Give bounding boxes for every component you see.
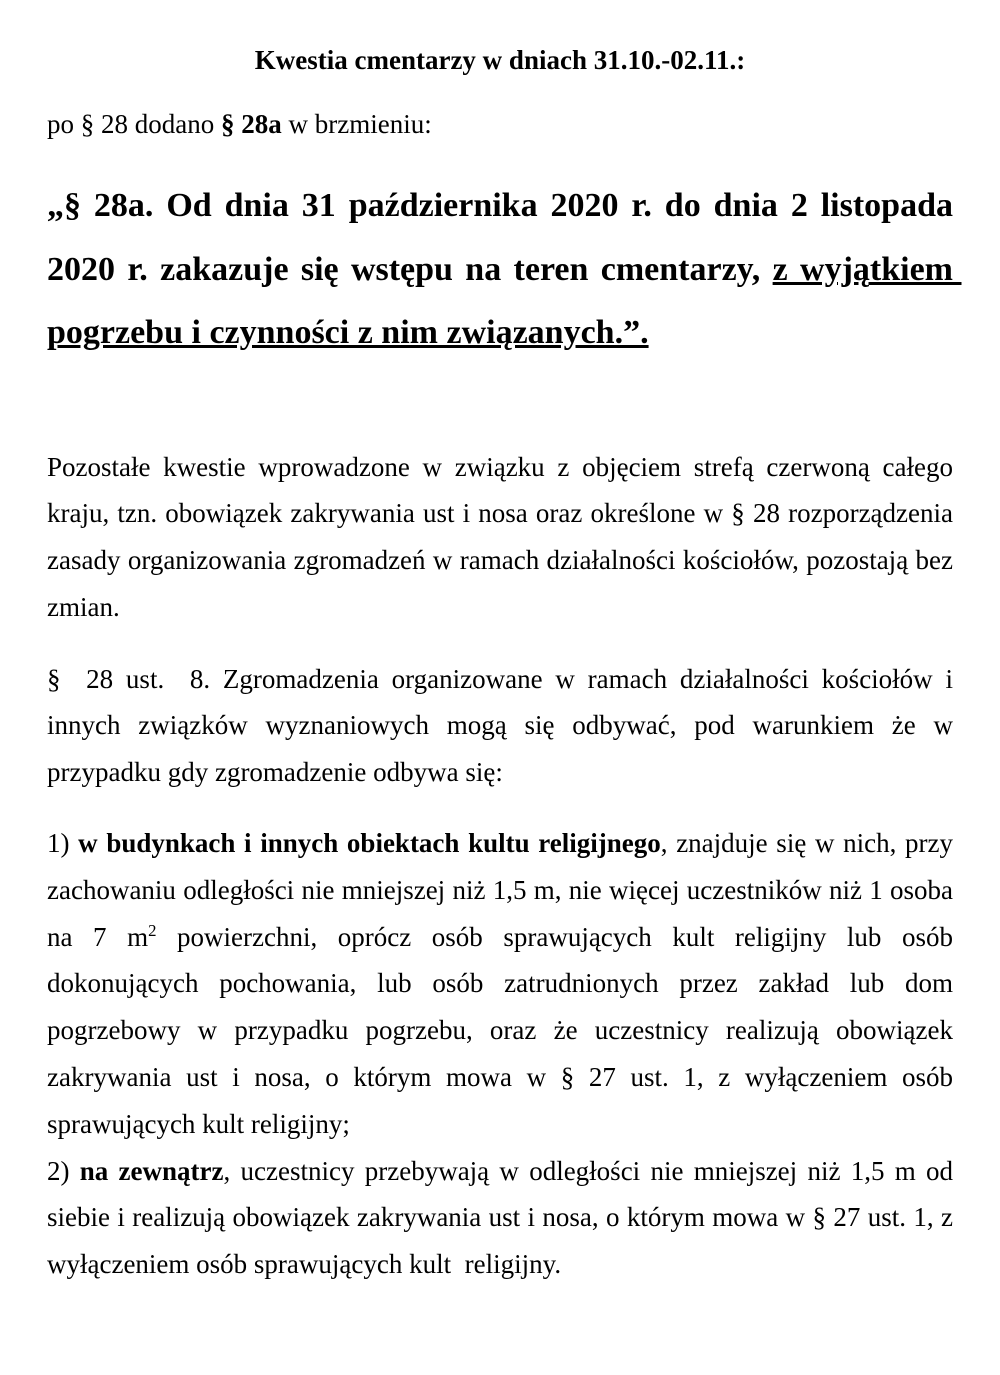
amendment-intro-post: w brzmieniu: xyxy=(281,109,432,139)
amendment-intro-paragraph xyxy=(47,109,953,140)
section-28a-quote-underlined-exception: z wyjątkiem pogrzebu i czynności z nim związanych.”. xyxy=(47,250,962,351)
amendment-intro-pre: po § 28 dodano xyxy=(47,109,221,139)
section-28a-quote-paragraph xyxy=(47,174,962,365)
remaining-rules-paragraph: Pozostałe kwestie wprowadzone w związku z objęciem strefą czerwoną całego kraju, tzn. obowiązek zakrywania ust i nosa oraz określone w § 28 rozporządzenia zasady organizowania zgromadzeń w ramach działalności kościołów, pozostają bez zmian. xyxy=(47,451,960,622)
list-item-1-body-b: powierzchni, oprócz osób sprawujących kult religijny lub osób dokonujących pochowania, lub osób zatrudnionych przez zakład lub dom pogrzebowy w przypadku pogrzebu, oraz że uczestnicy realizują obowiązek zakrywania ust i nosa, o którym mowa w § 27 ust. 1, z wyłączeniem osób sprawujących kult religijny; xyxy=(47,921,960,1139)
list-item-2-lead: na zewnątrz xyxy=(79,1155,224,1186)
list-item-1-paragraph xyxy=(47,820,960,1148)
list-item-1-lead: w budynkach i innych obiektach kultu religijnego xyxy=(78,828,661,859)
list-item-1-body-a: , znajduje się w nich, przy zachowaniu odległości nie mniejszej niż 1,5 m, nie więcej uczestników niż 1 osoba na 7 m xyxy=(47,828,960,952)
amendment-intro-section-ref: § 28a xyxy=(220,109,282,139)
square-meter-superscript: 2 xyxy=(148,920,157,940)
section-28-ust-8-paragraph: § 28 ust. 8. Zgromadzenia organizowane w ramach działalności kościołów i innych związków wyznaniowych mogą się odbywać, pod warunkiem że w przypadku gdy zgromadzenie odbywa się: xyxy=(47,663,960,788)
list-item-2-number: 2) xyxy=(47,1155,80,1186)
section-28a-quote-main: „§ 28a. Od dnia 31 października 2020 r. do dnia 2 listopada 2020 r. zakazuje się wstępu na teren cmentarzy, xyxy=(47,187,962,288)
list-item-2-paragraph xyxy=(47,1148,960,1288)
list-item-1-number: 1) xyxy=(47,828,79,859)
list-item-2-body: , uczestnicy przebywają w odległości nie mniejszej niż 1,5 m od siebie i realizują obowiązek zakrywania ust i nosa, o którym mowa w § 27 ust. 1, z wyłączeniem osób sprawujących kult religijny. xyxy=(47,1155,960,1280)
document-title: Kwestia cmentarzy w dniach 31.10.-02.11.: xyxy=(254,45,746,75)
